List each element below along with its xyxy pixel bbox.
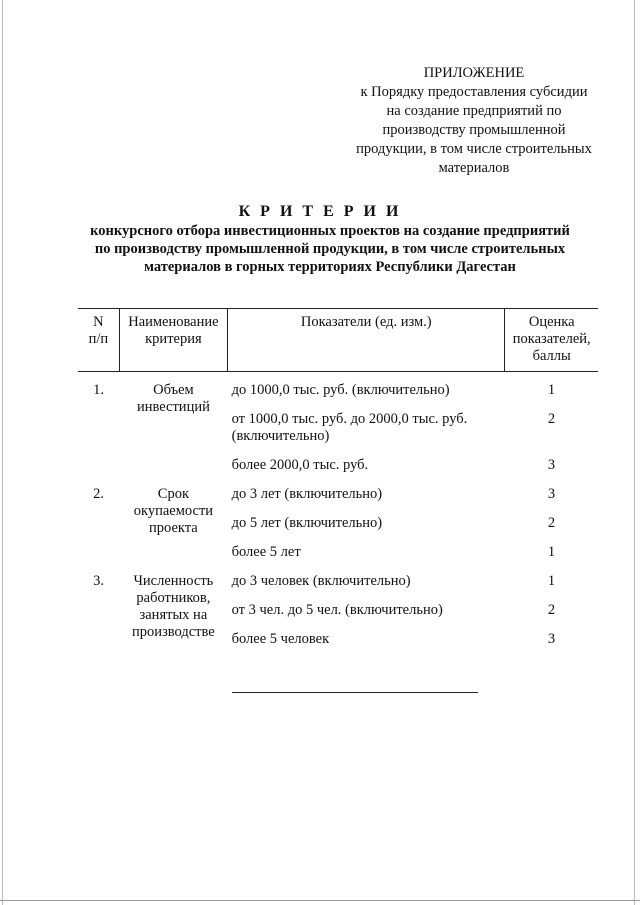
table-row (78, 480, 598, 509)
score-cell: 2 (547, 515, 556, 531)
indicator-cell: до 1000,0 тыс. руб. (включительно) (231, 382, 450, 398)
appendix-block (340, 64, 608, 178)
header-number-line: N (93, 314, 104, 330)
appendix-line: продукции, в том числе строительных (356, 141, 592, 157)
scan-bottom-line (0, 900, 640, 901)
header-indicators (228, 309, 505, 372)
header-score-line: баллы (532, 348, 571, 364)
header-criterion-line: критерия (145, 331, 202, 347)
header-number (78, 309, 119, 372)
score-cell: 1 (547, 544, 556, 560)
table-row (78, 567, 598, 596)
header-criterion (119, 309, 227, 372)
criterion-number: 1. (93, 382, 105, 398)
criterion-name (119, 372, 227, 481)
criterion-name-line: проекта (149, 520, 198, 536)
criterion-name-line: инвестиций (136, 399, 210, 415)
criterion-number: 2. (93, 486, 105, 502)
criterion-name-line: окупаемости (133, 503, 214, 519)
criterion-name-line: Численность (133, 573, 214, 589)
closing-rule (232, 692, 478, 693)
header-criterion-line: Наименование (128, 314, 219, 330)
criterion-name (119, 567, 227, 654)
criteria-subtitle (40, 222, 620, 276)
table-header-row (78, 309, 598, 372)
score-cell: 3 (547, 457, 556, 473)
scan-edge-left (2, 0, 3, 905)
indicator-cell: до 5 лет (включительно) (231, 515, 383, 531)
indicator-cell: до 3 человек (включительно) (231, 573, 411, 589)
header-score-line: показателей, (512, 331, 591, 347)
criterion-name-line: Срок (157, 486, 189, 502)
header-number-line: п/п (88, 331, 109, 347)
indicator-cell: более 5 человек (231, 631, 330, 647)
scan-edge-right (634, 0, 635, 905)
appendix-line: ПРИЛОЖЕНИЕ (423, 65, 525, 81)
header-indicators-line: Показатели (ед. изм.) (300, 314, 432, 330)
indicator-cell: более 2000,0 тыс. руб. (231, 457, 369, 473)
appendix-line: производству промышленной (382, 122, 566, 138)
indicator-cell: более 5 лет (231, 544, 301, 560)
appendix-line: на создание предприятий по (386, 103, 562, 119)
criteria-subtitle-line: по производству промышленной продукции, в том числе строительных (94, 241, 566, 257)
indicator-cell: от 3 чел. до 5 чел. (включительно) (231, 602, 443, 618)
criterion-name-line: Объем (153, 382, 194, 398)
score-cell: 3 (547, 631, 556, 647)
score-cell: 3 (547, 486, 556, 502)
criterion-name-line: занятых на (139, 607, 208, 623)
criteria-table (78, 308, 598, 654)
criterion-name (119, 480, 227, 567)
score-cell: 2 (547, 411, 556, 427)
criterion-name-line: производстве (132, 624, 215, 640)
table-row (78, 372, 598, 406)
criteria-title: К Р И Т Е Р И И (238, 203, 402, 220)
appendix-line: материалов (438, 160, 510, 176)
header-score (505, 309, 598, 372)
indicator-cell: от 1000,0 тыс. руб. до 2000,0 тыс. руб. (включительно) (231, 411, 468, 444)
appendix-line: к Порядку предоставления субсидии (360, 84, 588, 100)
header-score-line: Оценка (528, 314, 575, 330)
score-cell: 1 (547, 573, 556, 589)
indicator-cell: до 3 лет (включительно) (231, 486, 383, 502)
score-cell: 2 (547, 602, 556, 618)
score-cell: 1 (547, 382, 556, 398)
criterion-name-line: работников, (136, 590, 211, 606)
criteria-subtitle-line: конкурсного отбора инвестиционных проектов на создание предприятий (90, 223, 570, 239)
criterion-number: 3. (93, 573, 105, 589)
criteria-subtitle-line: материалов в горных территориях Республики Дагестан (144, 259, 516, 275)
